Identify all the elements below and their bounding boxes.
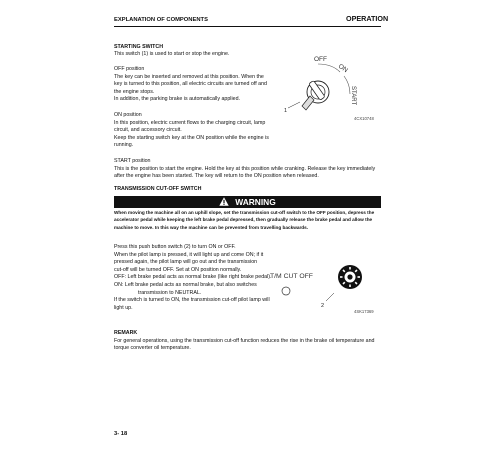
on-position-title: ON position xyxy=(114,112,142,118)
callout-2: 2 xyxy=(321,303,325,309)
tm-indent-line: transmission to NEUTRAL. xyxy=(138,289,202,296)
header-rule xyxy=(114,26,381,27)
tm-line-5: OFF: Left brake pedal acts as normal brake (like right brake pedal). xyxy=(114,274,272,281)
transmission-heading: TRANSMISSION CUT-OFF SWITCH xyxy=(114,186,202,192)
tm-line-1: Press this push button switch (2) to turn ON or OFF. xyxy=(114,244,236,250)
off-line-2: key is turned to this position, all electric circuits are turned off and xyxy=(114,81,267,88)
on-line-2: circuit, and accessory circuit. xyxy=(114,127,182,134)
starting-switch-figure xyxy=(280,50,382,122)
tm-line-2: When the pilot lamp is pressed, it will light up and come ON; if it xyxy=(114,251,264,258)
pilot-lamp-icon xyxy=(282,287,290,295)
tm-line-6: ON: Left brake pedal acts as normal brake, but also switches xyxy=(114,282,257,288)
tm-line-3: pressed again, the pilot lamp will go out and the transmission xyxy=(114,259,258,266)
page-number: 3- 18 xyxy=(114,431,128,437)
start-line-1: This is the position to start the engine. Hold the key at this position while cranking. Release the key immediately xyxy=(114,165,376,172)
figure-code-2: 4SK17369 xyxy=(354,309,374,314)
on-line-4: running. xyxy=(114,142,134,149)
label-off: OFF xyxy=(314,56,327,63)
warning-title: WARNING xyxy=(235,197,276,207)
tm-cutoff-label: T/M CUT OFF xyxy=(270,273,313,280)
remark-heading: REMARK xyxy=(114,330,138,336)
warning-banner xyxy=(114,196,381,208)
label-start: START xyxy=(350,86,356,106)
starting-switch-intro: This switch (1) is used to start or stop the engine. xyxy=(114,51,230,57)
start-line-2: after the engine has been started. The key will return to the ON position when released. xyxy=(114,173,319,180)
callout-1: 1 xyxy=(284,108,288,114)
warning-triangle-icon xyxy=(219,196,229,208)
tm-line-4: cut-off will be turned OFF. Set at ON position normally. xyxy=(114,266,242,273)
tm-tail-line-2: light up. xyxy=(114,304,133,311)
remark-line-2: torque converter oil temperature. xyxy=(114,345,191,352)
tm-tail-line-1: If the switch is turned to ON, the transmission cut-off pilot lamp will xyxy=(114,297,270,304)
off-line-4: In addition, the parking brake is automatically applied. xyxy=(114,96,241,103)
tm-cutoff-switch-icon xyxy=(338,265,362,289)
start-position-title: START position xyxy=(114,158,151,164)
tm-cutoff-figure xyxy=(268,255,382,316)
section-header: EXPLANATION OF COMPONENTS xyxy=(114,17,208,23)
figure-code-1: 4CX10748 xyxy=(354,116,374,121)
key-switch-icon xyxy=(302,80,329,110)
remark-line-1: For general operations, using the transmission cut-off function reduces the rise in the brake oil temperature and xyxy=(114,337,375,344)
on-line-3: Keep the starting switch key at the ON position while the engine is xyxy=(114,134,269,141)
warning-text: When moving the machine all on an uphill slope, set the transmission cut-off switch to the OFF position, depress the accelerator pedal while keeping the left brake pedal depressed, then gradually release the brake pedal and allow the machine to move. In this way the machine can be prevented from travelling backwards. xyxy=(114,210,375,230)
starting-switch-heading: STARTING SWITCH xyxy=(114,44,164,50)
chapter-header: OPERATION xyxy=(346,14,389,23)
off-position-title: OFF position xyxy=(114,66,145,72)
off-line-3: the engine stops. xyxy=(114,88,155,95)
off-line-1: The key can be inserted and removed at this position. When the xyxy=(114,73,264,80)
label-on: ON xyxy=(336,62,349,75)
on-line-1: In this position, electric current flows to the charging circuit, lamp xyxy=(114,119,266,126)
